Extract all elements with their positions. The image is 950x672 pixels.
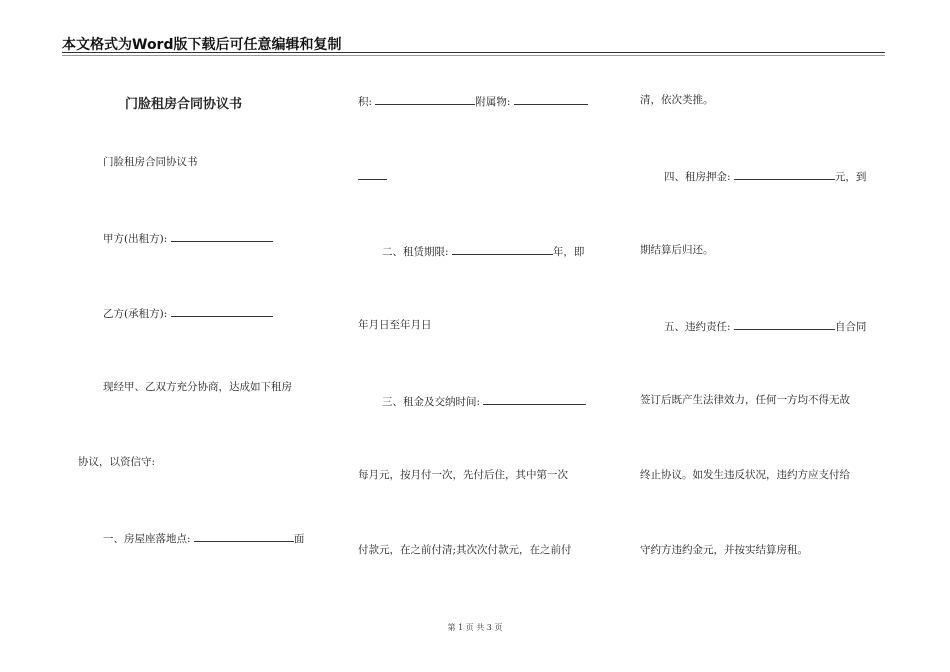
page-number-footer: 第 1 页 共 3 页 bbox=[447, 623, 503, 632]
area-blank bbox=[375, 93, 475, 105]
location-line bbox=[103, 530, 304, 546]
rent-blank bbox=[483, 393, 586, 405]
header-divider bbox=[62, 52, 885, 53]
lease-term-blank bbox=[452, 243, 553, 255]
lease-date-range: 年月日至年月日 bbox=[358, 319, 432, 331]
contract-title: 门脸租房合同协议书 bbox=[125, 97, 243, 112]
area-label: 积: bbox=[358, 96, 376, 108]
col3-paragraph-line-3: 守约方违约金元，并按实结算房租。 bbox=[640, 544, 808, 556]
col2-paragraph-line-1: 每月元，按月付一次，先付后住，其中第一次 bbox=[358, 469, 568, 481]
document-header-title: 本文格式为Word版下载后可任意编辑和复制 bbox=[62, 37, 342, 53]
attachment-blank-continued bbox=[358, 168, 387, 180]
col2-paragraph-line-2: 付款元，在之前付清;其次次付款元，在之前付 bbox=[358, 544, 572, 556]
attachment-continuation bbox=[358, 168, 387, 184]
location-blank bbox=[194, 530, 294, 542]
party-a-label: 甲方(出租方): bbox=[103, 233, 171, 245]
party-b-line bbox=[103, 305, 273, 321]
breach-suffix: 自合同 bbox=[834, 321, 867, 333]
col3-paragraph-line-1: 签订后既产生法律效力，任何一方均不得无故 bbox=[640, 394, 850, 406]
rent-label: 三、租金及交纳时间: bbox=[382, 396, 484, 408]
party-b-blank bbox=[171, 305, 273, 317]
rent-line bbox=[382, 393, 586, 409]
deposit-suffix: 元，到 bbox=[834, 171, 867, 183]
attachment-blank bbox=[514, 93, 588, 105]
deposit-line bbox=[664, 168, 866, 184]
area-line bbox=[358, 93, 588, 109]
location-label: 一、房屋座落地点: bbox=[103, 533, 194, 545]
breach-blank bbox=[734, 318, 835, 330]
lease-term-suffix: 年，即 bbox=[552, 246, 585, 258]
party-a-line bbox=[103, 230, 273, 246]
lease-term-label: 二、租赁期限: bbox=[382, 246, 452, 258]
deposit-return: 期结算后归还。 bbox=[640, 244, 714, 256]
col3-continuation: 清，依次类推。 bbox=[640, 94, 714, 106]
deposit-label: 四、租房押金: bbox=[664, 171, 734, 183]
party-a-blank bbox=[171, 230, 273, 242]
header-divider-thin bbox=[62, 55, 885, 56]
deposit-blank bbox=[734, 168, 835, 180]
party-b-label: 乙方(承租方): bbox=[103, 308, 171, 320]
col1-paragraph-line-1: 现经甲、乙双方充分协商，达成如下租房 bbox=[103, 381, 292, 393]
breach-label: 五、违约责任: bbox=[664, 321, 734, 333]
location-suffix: 面 bbox=[293, 533, 305, 545]
lease-term-line bbox=[382, 243, 584, 259]
attachment-label: 附属物: bbox=[475, 96, 514, 108]
breach-line bbox=[664, 318, 866, 334]
col3-paragraph-line-2: 终止协议。如发生违反状况，违约方应支付给 bbox=[640, 469, 850, 481]
col1-subtitle: 门脸租房合同协议书 bbox=[103, 156, 198, 168]
col1-paragraph-line-2: 协议，以资信守: bbox=[78, 456, 156, 468]
